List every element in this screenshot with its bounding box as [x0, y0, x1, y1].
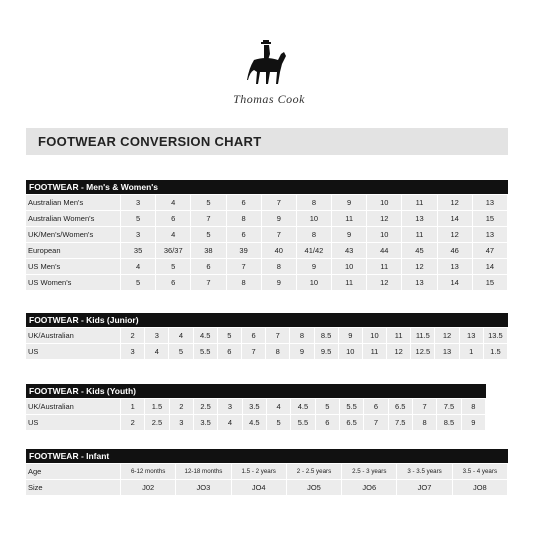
row-label: UK/Australian [26, 399, 121, 414]
table-cell: 1.5 - 2 years [232, 464, 287, 479]
section-kids-youth [26, 384, 486, 431]
table-cell: 9.5 [315, 344, 339, 359]
table-cell: 9 [262, 211, 297, 226]
page-title: FOOTWEAR CONVERSION CHART [38, 134, 262, 149]
table-cell: 9 [332, 227, 367, 242]
table-cell: 14 [473, 259, 508, 274]
table-cell: 5 [191, 227, 226, 242]
conversion-table [26, 327, 508, 360]
row-label: US [26, 344, 121, 359]
table-cell: 12 [435, 328, 459, 343]
row-label: Australian Women's [26, 211, 121, 226]
table-cell: 7 [191, 275, 226, 290]
table-row [26, 464, 508, 479]
table-cell: 8 [262, 259, 297, 274]
table-cell: 5 [267, 415, 291, 430]
table-cell: 11.5 [411, 328, 435, 343]
title-bar [26, 128, 508, 155]
table-cell: JO6 [342, 480, 397, 495]
table-cell: 3.5 - 4 years [453, 464, 508, 479]
table-cell: 8.5 [315, 328, 339, 343]
table-row [26, 243, 508, 258]
table-cell: 3 [121, 227, 156, 242]
table-cell: 5 [121, 211, 156, 226]
table-cell: 11 [367, 259, 402, 274]
section-header: FOOTWEAR - Men's & Women's [26, 180, 508, 194]
table-cell: 14 [438, 211, 473, 226]
row-label: US [26, 415, 121, 430]
table-cell: 8 [297, 195, 332, 210]
table-cell: 11 [363, 344, 387, 359]
table-cell: 10 [363, 328, 387, 343]
table-cell: 4 [121, 259, 156, 274]
table-cell: 1.5 [145, 399, 169, 414]
table-cell: 7 [227, 259, 262, 274]
table-cell: 13 [438, 259, 473, 274]
table-cell: 6 [227, 227, 262, 242]
conversion-table [26, 398, 486, 431]
table-cell: 3 [145, 328, 169, 343]
table-cell: 9 [290, 344, 314, 359]
table-cell: 45 [402, 243, 437, 258]
table-cell: 2.5 [145, 415, 169, 430]
table-cell: 5.5 [194, 344, 218, 359]
table-row [26, 344, 508, 359]
table-cell: 10 [297, 211, 332, 226]
row-label: US Women's [26, 275, 121, 290]
table-cell: 36/37 [156, 243, 191, 258]
table-cell: 2 [170, 399, 194, 414]
table-cell: 6 [191, 259, 226, 274]
table-cell: 8 [266, 344, 290, 359]
table-cell: 10 [367, 195, 402, 210]
table-cell: 7.5 [437, 399, 461, 414]
table-cell: 35 [121, 243, 156, 258]
table-cell: 3 [121, 195, 156, 210]
table-cell: 5 [316, 399, 340, 414]
table-cell: 4 [169, 328, 193, 343]
conversion-table [26, 463, 508, 496]
row-label: Australian Men's [26, 195, 121, 210]
table-cell: 4.5 [243, 415, 267, 430]
table-cell: 2 - 2.5 years [287, 464, 342, 479]
table-row [26, 227, 508, 242]
table-cell: 12.5 [411, 344, 435, 359]
row-label: UK/Men's/Women's [26, 227, 121, 242]
table-cell: 40 [262, 243, 297, 258]
table-cell: 12 [438, 195, 473, 210]
table-cell: 13 [435, 344, 459, 359]
table-row [26, 328, 508, 343]
table-cell: JO8 [453, 480, 508, 495]
table-cell: 13 [473, 195, 508, 210]
table-cell: 1 [460, 344, 484, 359]
table-cell: 4.5 [291, 399, 315, 414]
table-cell: 4 [218, 415, 242, 430]
table-cell: 1.5 [484, 344, 508, 359]
table-row [26, 415, 486, 430]
section-header: FOOTWEAR - Kids (Youth) [26, 384, 486, 398]
row-label: UK/Australian [26, 328, 121, 343]
table-cell: 15 [473, 275, 508, 290]
table-cell: 7 [242, 344, 266, 359]
table-row [26, 195, 508, 210]
table-cell: 13 [402, 211, 437, 226]
section-infant [26, 449, 508, 496]
section-mens-womens [26, 180, 508, 291]
table-cell: 13.5 [484, 328, 508, 343]
table-cell: 41/42 [297, 243, 332, 258]
table-cell: 6 [316, 415, 340, 430]
conversion-table [26, 194, 508, 291]
table-row [26, 275, 508, 290]
table-cell: 6 [364, 399, 388, 414]
table-cell: 4 [156, 227, 191, 242]
table-cell: 3 [218, 399, 242, 414]
table-cell: JO4 [232, 480, 287, 495]
table-cell: 7 [413, 399, 437, 414]
table-cell: 11 [332, 275, 367, 290]
table-cell: 43 [332, 243, 367, 258]
table-cell: 7 [364, 415, 388, 430]
table-cell: 8.5 [437, 415, 461, 430]
table-cell: 6 [156, 211, 191, 226]
table-cell: 2.5 - 3 years [342, 464, 397, 479]
row-label: Size [26, 480, 121, 495]
table-cell: 14 [438, 275, 473, 290]
table-cell: 44 [367, 243, 402, 258]
table-cell: 11 [332, 211, 367, 226]
table-cell: 6 [227, 195, 262, 210]
table-cell: 10 [339, 344, 363, 359]
table-cell: 38 [191, 243, 226, 258]
table-cell: 5 [121, 275, 156, 290]
table-cell: 12 [438, 227, 473, 242]
table-cell: 46 [438, 243, 473, 258]
table-cell: 7 [262, 195, 297, 210]
table-cell: 13 [460, 328, 484, 343]
table-cell: 7.5 [389, 415, 413, 430]
table-cell: 5.5 [291, 415, 315, 430]
table-cell: 5.5 [340, 399, 364, 414]
table-cell: 7 [266, 328, 290, 343]
section-header: FOOTWEAR - Infant [26, 449, 508, 463]
table-cell: 3 [170, 415, 194, 430]
table-cell: 5 [191, 195, 226, 210]
table-cell: 4 [267, 399, 291, 414]
table-cell: 6.5 [340, 415, 364, 430]
table-cell: 13 [473, 227, 508, 242]
table-cell: 3.5 [194, 415, 218, 430]
table-cell: 9 [297, 259, 332, 274]
table-cell: 13 [402, 275, 437, 290]
brand-name: Thomas Cook [233, 92, 305, 106]
table-cell: 10 [332, 259, 367, 274]
table-cell: 5 [218, 328, 242, 343]
table-cell: 9 [462, 415, 486, 430]
brand-logo [214, 40, 324, 114]
horse-rider-icon [244, 40, 294, 94]
table-cell: 8 [290, 328, 314, 343]
table-cell: 12-18 months [176, 464, 231, 479]
table-cell: 7 [191, 211, 226, 226]
table-row [26, 211, 508, 226]
section-header: FOOTWEAR - Kids (Junior) [26, 313, 508, 327]
table-cell: 2 [121, 328, 145, 343]
table-cell: 15 [473, 211, 508, 226]
table-cell: 5 [156, 259, 191, 274]
table-cell: 6.5 [389, 399, 413, 414]
table-cell: JO3 [176, 480, 231, 495]
table-cell: 47 [473, 243, 508, 258]
table-cell: 8 [297, 227, 332, 242]
table-cell: 3 [121, 344, 145, 359]
table-cell: 8 [462, 399, 486, 414]
table-row [26, 259, 508, 274]
table-cell: 4 [145, 344, 169, 359]
table-cell: 6-12 months [121, 464, 176, 479]
table-row [26, 399, 486, 414]
table-cell: 3.5 [243, 399, 267, 414]
table-cell: 9 [262, 275, 297, 290]
table-cell: 10 [367, 227, 402, 242]
table-cell: 8 [227, 275, 262, 290]
table-cell: 6 [242, 328, 266, 343]
table-cell: 7 [262, 227, 297, 242]
row-label: European [26, 243, 121, 258]
table-cell: 1 [121, 399, 145, 414]
table-cell: 12 [387, 344, 411, 359]
table-cell: 8 [413, 415, 437, 430]
table-cell: 11 [402, 227, 437, 242]
table-cell: 39 [227, 243, 262, 258]
section-kids-junior [26, 313, 508, 360]
row-label: Age [26, 464, 121, 479]
table-cell: J02 [121, 480, 176, 495]
table-cell: 8 [227, 211, 262, 226]
row-label: US Men's [26, 259, 121, 274]
table-row [26, 480, 508, 495]
table-cell: 9 [339, 328, 363, 343]
table-cell: 2 [121, 415, 145, 430]
table-cell: 11 [402, 195, 437, 210]
table-cell: 4.5 [194, 328, 218, 343]
table-cell: 9 [332, 195, 367, 210]
table-cell: JO5 [287, 480, 342, 495]
table-cell: 12 [367, 211, 402, 226]
table-cell: 12 [402, 259, 437, 274]
table-cell: 5 [169, 344, 193, 359]
table-cell: 10 [297, 275, 332, 290]
table-cell: 11 [387, 328, 411, 343]
table-cell: 6 [156, 275, 191, 290]
table-cell: 12 [367, 275, 402, 290]
table-cell: 4 [156, 195, 191, 210]
table-cell: 2.5 [194, 399, 218, 414]
table-cell: 6 [218, 344, 242, 359]
table-cell: JO7 [397, 480, 452, 495]
table-cell: 3 - 3.5 years [397, 464, 452, 479]
